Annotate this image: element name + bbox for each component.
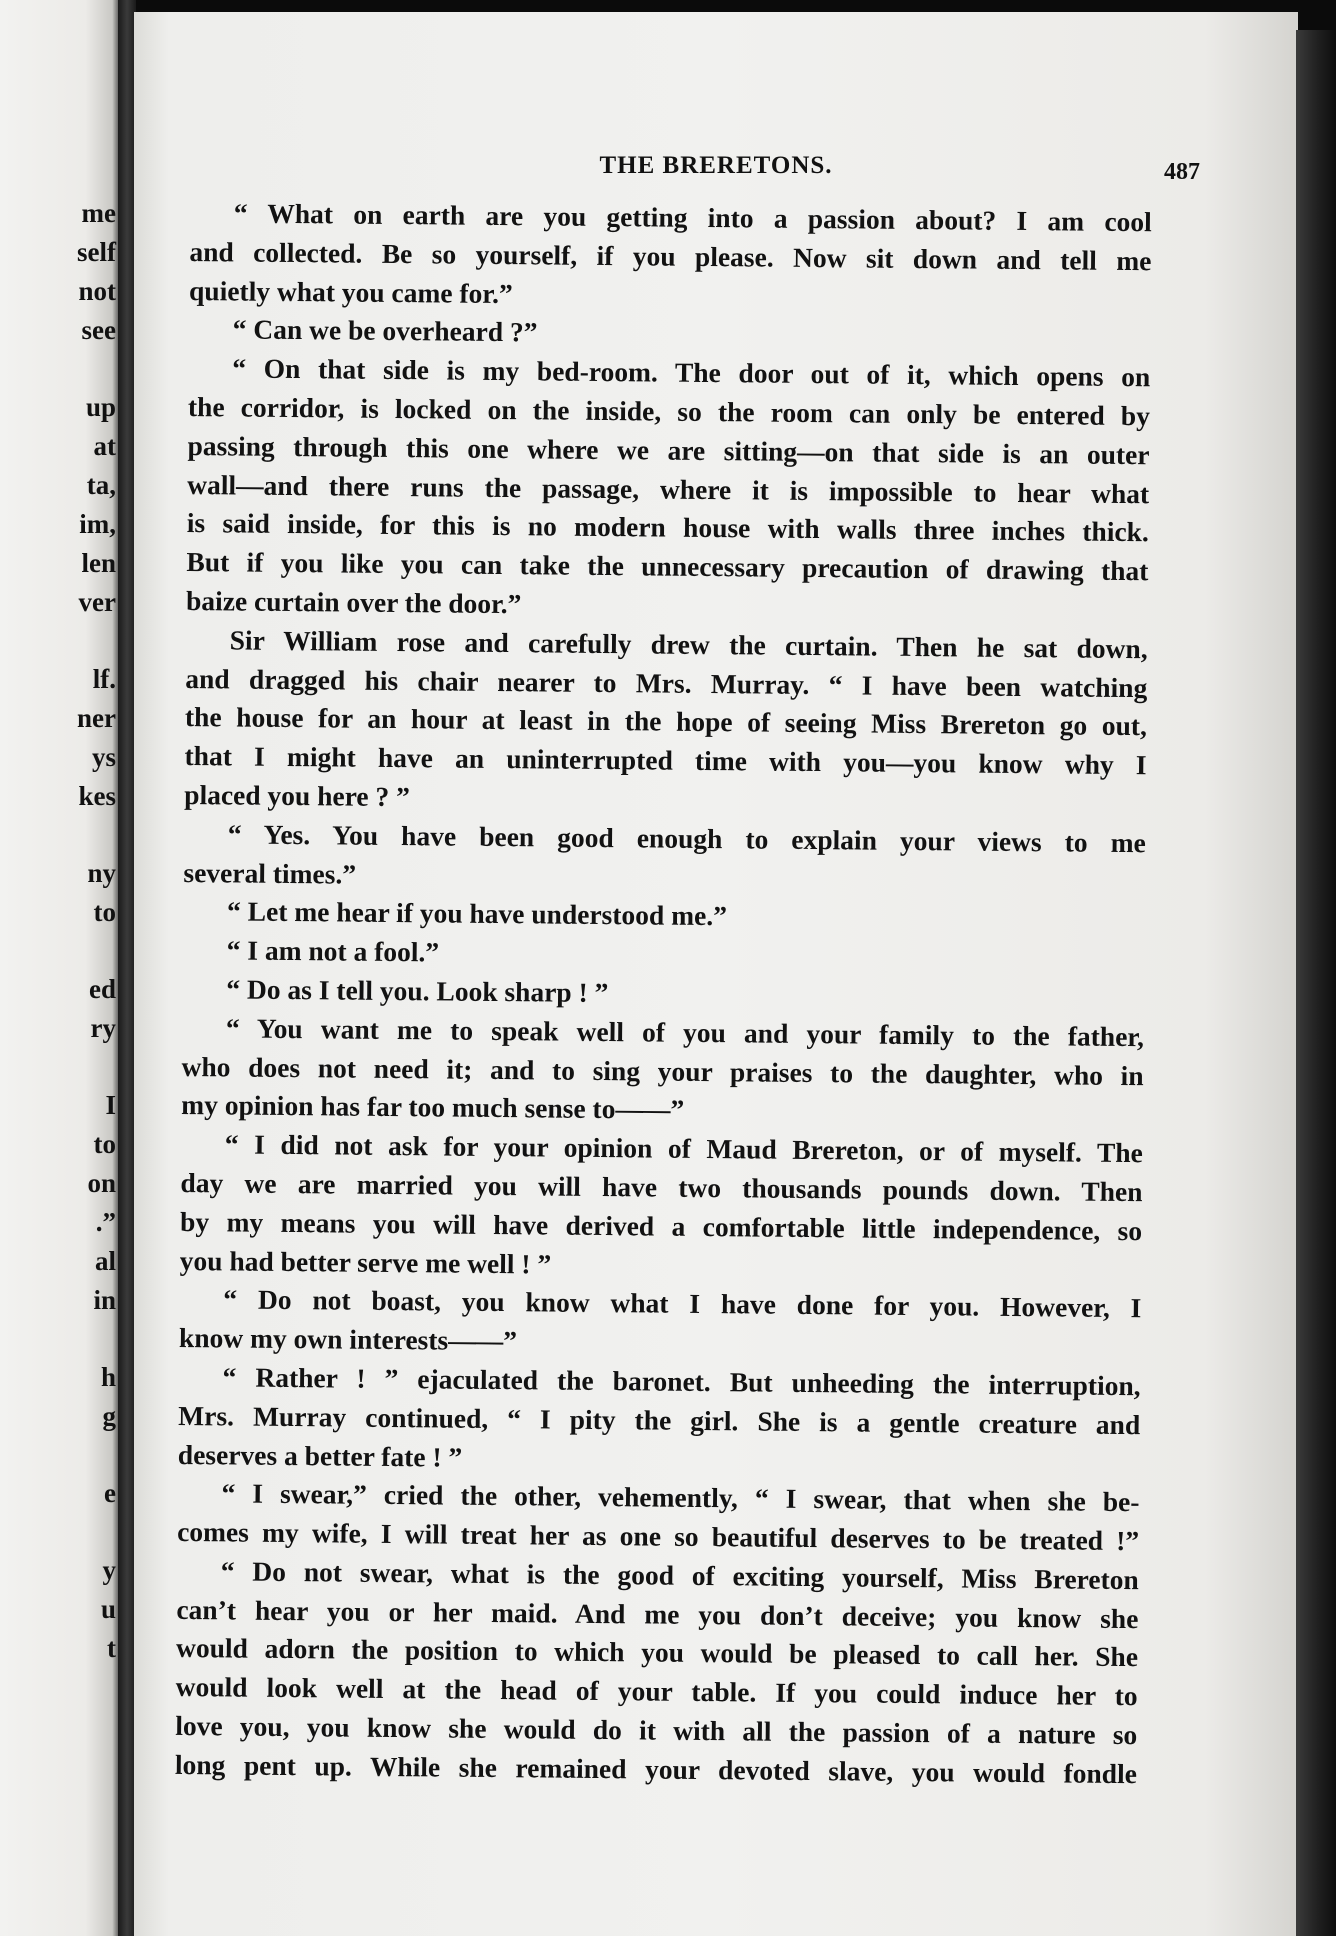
- page-number: 487: [1164, 159, 1200, 185]
- text-line: “ I swear,” cried the other, vehemently, “ I swear, that when she be-: [221, 1477, 1140, 1518]
- facing-page-fragment: e: [104, 1478, 116, 1508]
- text-line: the house for an hour at least in the hope of seeing Miss Brereton go out,: [184, 701, 1148, 742]
- facing-page-fragment: y: [102, 1555, 116, 1585]
- facing-page-fragment: at: [93, 431, 116, 461]
- text-line: placed you here ? ”: [184, 778, 410, 813]
- text-line: “ Can we be overheard ?”: [232, 313, 538, 348]
- text-line: “ Rather ! ” ejaculated the baronet. But unheeding the interruption,: [222, 1361, 1141, 1402]
- text-line: by my means you will have derived a comfortable little independence, so: [179, 1205, 1143, 1246]
- facing-page-fragment: self: [77, 237, 116, 267]
- text-line: “ Do not boast, you know what I have done for you. However, I: [223, 1283, 1142, 1324]
- facing-page-fragment: lf.: [92, 664, 116, 694]
- facing-page-fragment: ed: [89, 974, 116, 1004]
- text-line: wall—and there runs the passage, where it is impossible to hear what: [187, 468, 1150, 509]
- text-line: comes my wife, I will treat her as one so beautiful deserves to be treated !”: [177, 1516, 1140, 1557]
- text-line: passing through this one where we are sitting—on that side is an outer: [187, 429, 1150, 471]
- facing-page-fragment: t: [107, 1633, 116, 1663]
- facing-page-fragment: g: [102, 1401, 116, 1431]
- text-line: “ On that side is my bed-room. The door out of it, which opens on: [232, 352, 1151, 393]
- book-page: [134, 12, 1298, 1936]
- facing-page-fragment: ys: [91, 742, 116, 772]
- page-edge-shadow: [1296, 30, 1336, 1936]
- text-line: know my own interests——”: [178, 1322, 518, 1357]
- text-line: day we are married you will have two thousands pounds down. Then: [180, 1166, 1143, 1208]
- facing-page-fragment: kes: [78, 781, 116, 811]
- facing-page-fragment: ny: [87, 858, 116, 888]
- facing-page-fragment: im,: [79, 509, 116, 539]
- text-line: who does not need it; and to sing your praises to the daughter, who in: [181, 1050, 1144, 1091]
- facing-page-fragment: in: [93, 1285, 116, 1315]
- text-line: “ What on earth are you getting into a passion about? I am cool: [233, 197, 1152, 238]
- text-line: “ I did not ask for your opinion of Maud Brereton, or of myself. The: [224, 1128, 1143, 1169]
- text-line: my opinion has far too much sense to——”: [181, 1089, 685, 1126]
- text-line: can’t hear you or her maid. And me you don’t deceive; you know she: [176, 1593, 1139, 1634]
- text-line: that I might have an uninterrupted time with you—you know why I: [184, 740, 1147, 781]
- facing-page-fragment: u: [100, 1594, 116, 1624]
- facing-page-fragment: .”: [95, 1207, 116, 1237]
- text-line: Mrs. Murray continued, “ I pity the girl. She is a gentle creature and: [178, 1399, 1141, 1440]
- facing-page-left: [0, 0, 122, 1936]
- text-line: “ I am not a fool.”: [226, 934, 440, 968]
- text-line: “ Do as I tell you. Look sharp ! ”: [226, 973, 609, 1008]
- text-line: baize curtain over the door.”: [185, 584, 522, 620]
- text-line: and dragged his chair nearer to Mrs. Murray. “ I have been watching: [185, 662, 1148, 703]
- text-line: “ Yes. You have been good enough to explain your views to me: [227, 818, 1146, 858]
- text-line: is said inside, for this is no modern house with walls three inches thick.: [186, 507, 1149, 548]
- facing-page-fragment: len: [81, 548, 116, 578]
- facing-page-fragment: h: [100, 1362, 116, 1392]
- facing-page-fragment: to: [93, 1129, 116, 1159]
- facing-page-fragment: me: [81, 198, 116, 228]
- facing-page-fragment: ta,: [86, 470, 116, 500]
- text-line: Sir William rose and carefully drew the curtain. Then he sat down,: [229, 624, 1148, 664]
- running-title: THE BRERETONS.: [599, 152, 833, 179]
- facing-page-fragment: ry: [90, 1013, 116, 1043]
- text-line: quietly what you came for.”: [188, 274, 513, 309]
- text-line: the corridor, is locked on the inside, so the room can only be entered by: [187, 390, 1151, 432]
- bottom-margin: [134, 1746, 1298, 1936]
- facing-page-fragment: on: [87, 1168, 116, 1198]
- text-line: would look well at the head of your table. If you could induce her to: [175, 1671, 1138, 1712]
- text-line: you had better serve me well ! ”: [179, 1244, 552, 1280]
- text-line: would adorn the position to which you would be pleased to call her. She: [175, 1632, 1139, 1673]
- text-line: deserves a better fate ! ”: [177, 1438, 463, 1473]
- text-line: But if you like you can take the unnecessary precaution of drawing that: [186, 546, 1149, 587]
- text-line: “ Do not swear, what is the good of exciting yourself, Miss Brereton: [220, 1555, 1139, 1596]
- text-line: and collected. Be so yourself, if you please. Now sit down and tell me: [189, 235, 1152, 277]
- text-line: “ Let me hear if you have understood me.”: [226, 895, 728, 932]
- body-text: [175, 194, 1152, 1794]
- text-line: long pent up. While she remained your devoted slave, you would fondle: [174, 1748, 1138, 1790]
- text-line: love you, you know she would do it with all the passion of a nature so: [175, 1710, 1138, 1751]
- text-line: “ You want me to speak well of you and your family to the father,: [225, 1012, 1145, 1052]
- facing-page-fragment: ner: [77, 703, 116, 733]
- facing-page-fragment: ver: [78, 587, 116, 617]
- text-line: several times.”: [183, 856, 357, 890]
- facing-page-fragment: up: [85, 392, 116, 422]
- facing-page-fragment: see: [81, 315, 116, 345]
- facing-page-fragment: to: [93, 897, 116, 927]
- facing-page-fragment: not: [78, 276, 116, 306]
- facing-page-fragment: I: [105, 1090, 116, 1120]
- facing-page-fragment: al: [94, 1246, 116, 1276]
